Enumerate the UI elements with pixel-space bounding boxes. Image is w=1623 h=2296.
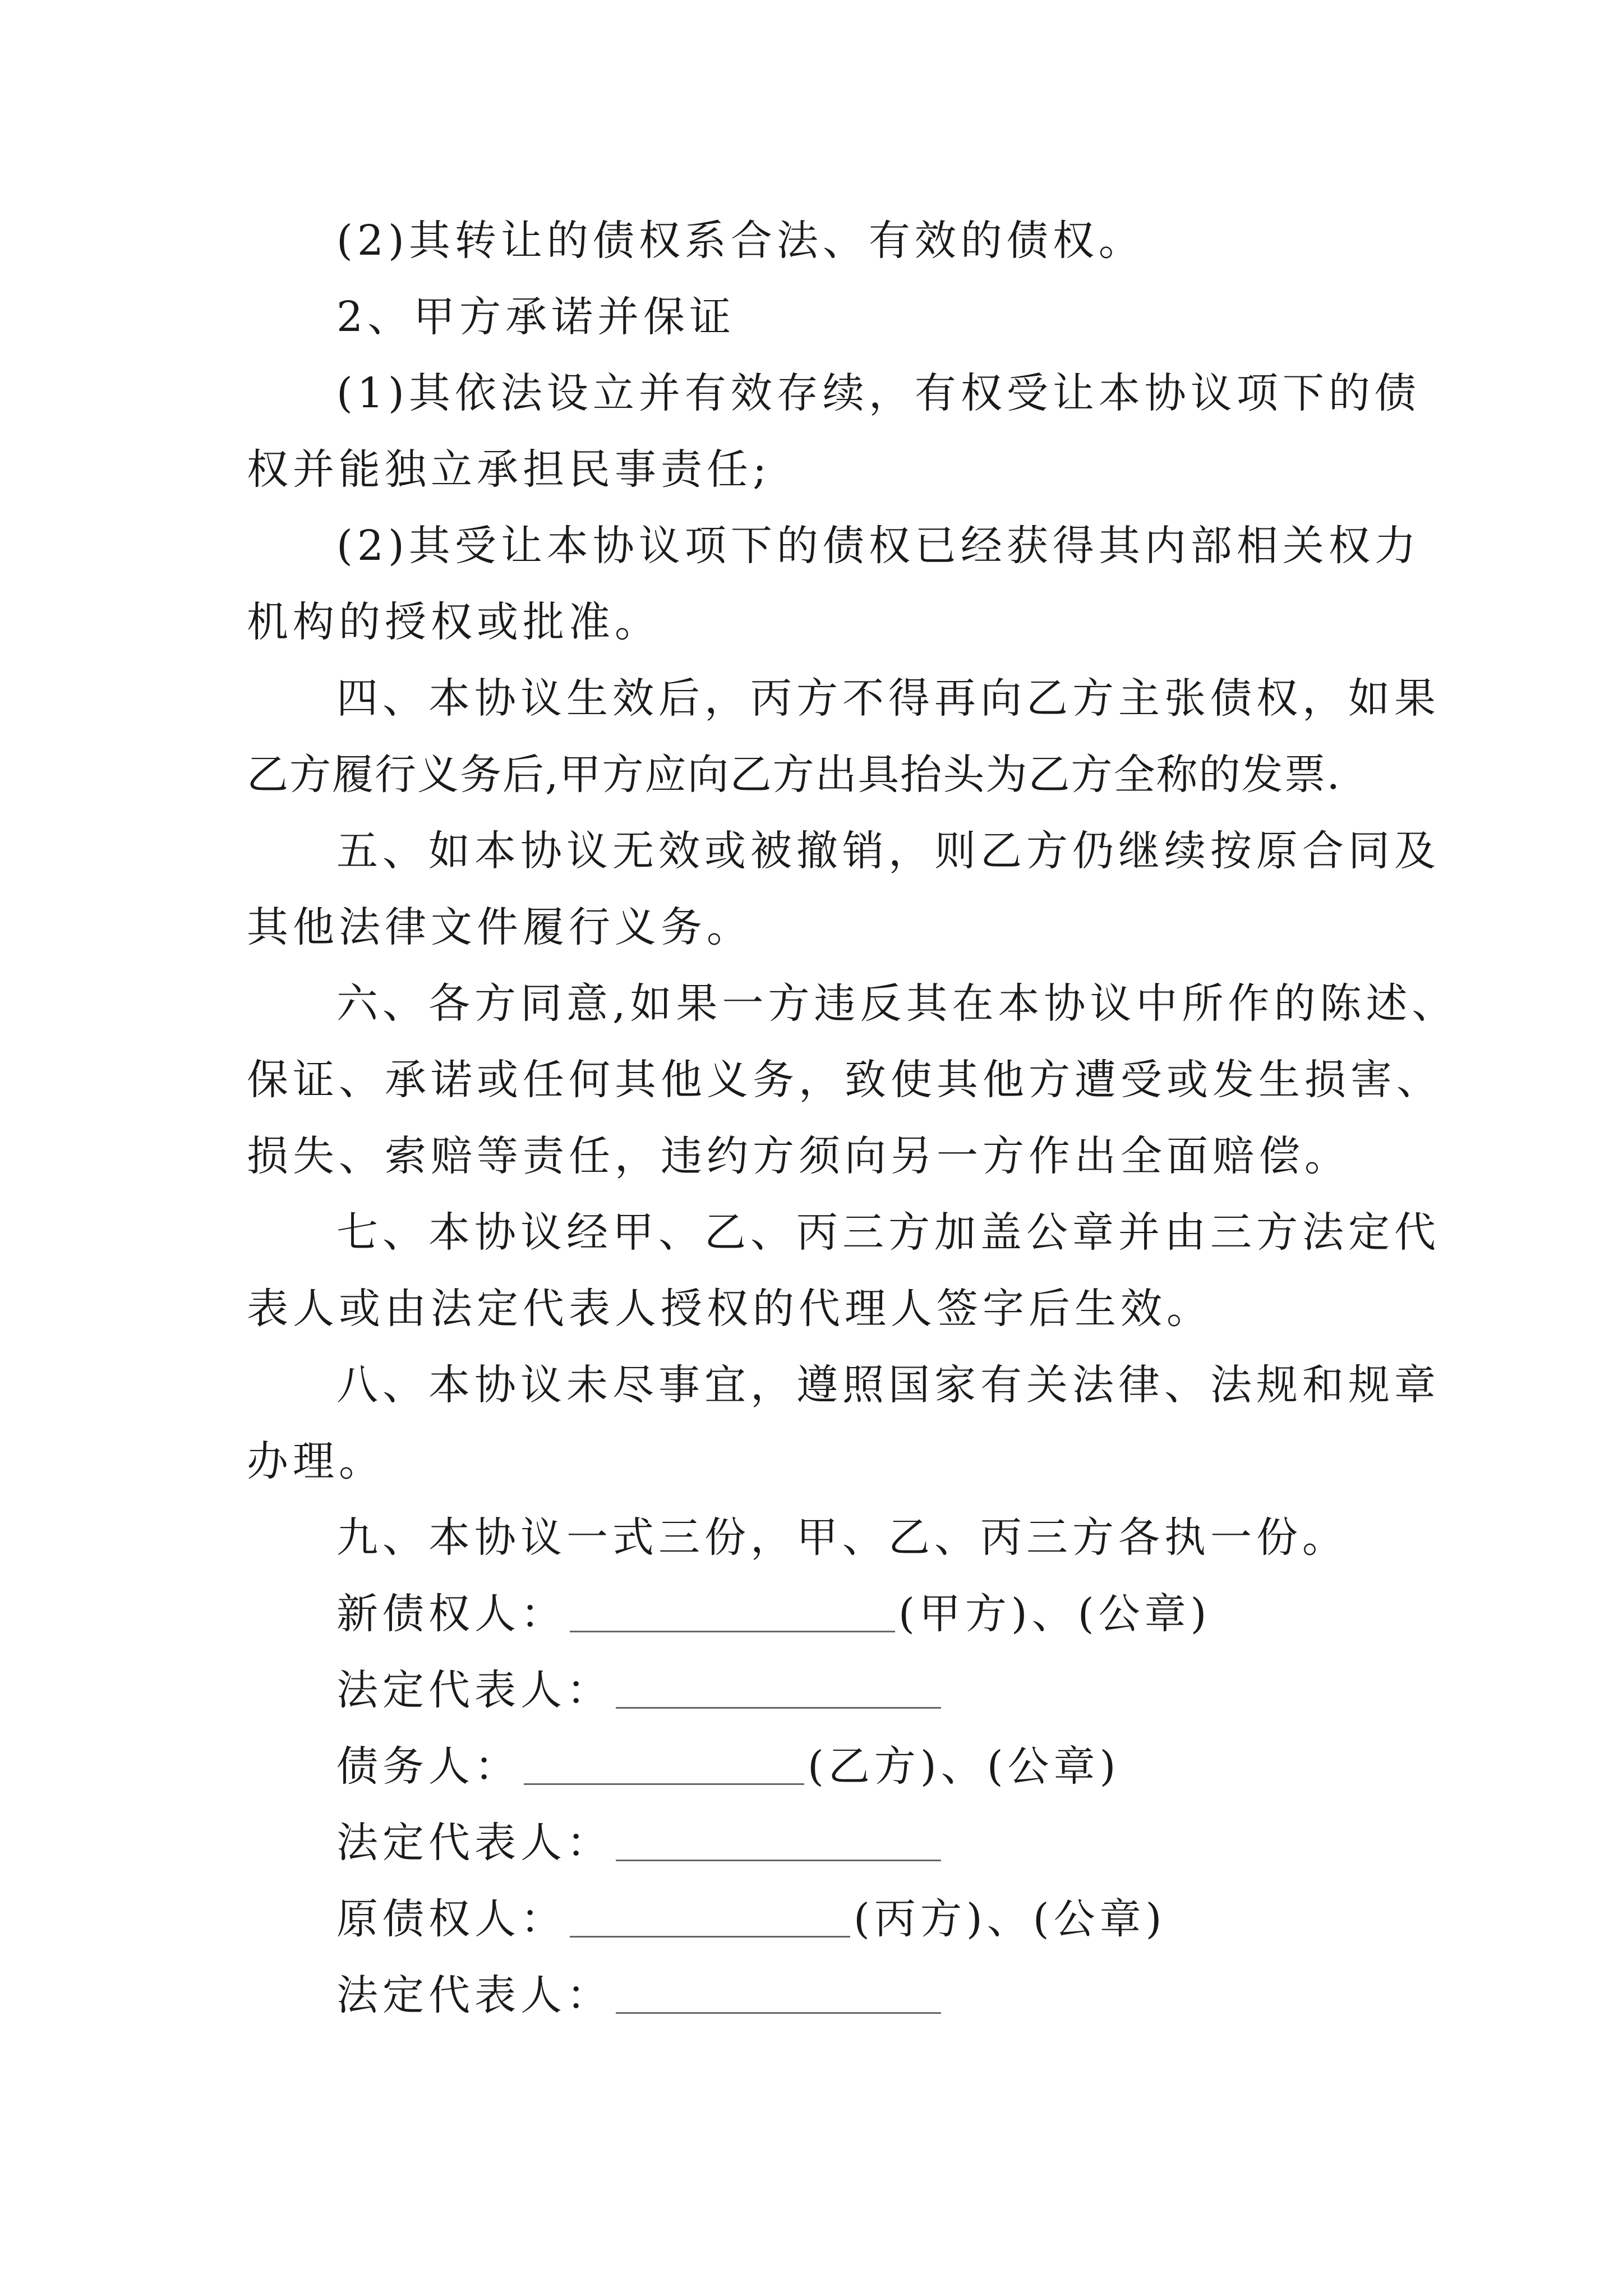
signature-blank-line [524, 1749, 804, 1785]
signature-label: 法定代表人： [336, 1666, 612, 1714]
signature-suffix: (甲方)、(公章) [898, 1590, 1211, 1638]
paragraph-9-line-1: 八、本协议未尽事宜，遵照国家有关法律、法规和规章 [336, 1361, 1440, 1409]
signature-blank-line [570, 1901, 850, 1938]
signature-blank-line [616, 1825, 941, 1861]
signature-label: 债务人： [336, 1742, 520, 1791]
paragraph-4-line-2: 机构的授权或批准。 [247, 598, 661, 646]
paragraph-9-line-2: 办理。 [247, 1437, 385, 1485]
signature-new-creditor [336, 1590, 1211, 1638]
paragraph-8-line-2: 表人或由法定代表人授权的代理人签字后生效。 [247, 1285, 1212, 1333]
paragraph-5-line-1: 四、本协议生效后，丙方不得再向乙方主张债权，如果 [336, 674, 1440, 723]
signature-suffix: (丙方)、(公章) [854, 1895, 1166, 1943]
signature-blank-line [616, 1672, 941, 1709]
paragraph-1-line-1: (2)其转让的债权系合法、有效的债权。 [336, 217, 1145, 265]
paragraph-2-line-1: 2、甲方承诺并保证 [336, 293, 736, 341]
paragraph-7-line-2: 保证、承诺或任何其他义务，致使其他方遭受或发生损害、 [247, 1056, 1442, 1104]
signature-label: 原债权人： [336, 1895, 566, 1943]
paragraph-3-line-2: 权并能独立承担民事责任; [247, 445, 771, 494]
signature-original-creditor [336, 1895, 1166, 1943]
paragraph-7-line-3: 损失、索赔等责任，违约方须向另一方作出全面赔偿。 [247, 1132, 1350, 1180]
signature-label: 新债权人： [336, 1590, 566, 1638]
signature-blank-line [616, 1977, 941, 2014]
signature-label: 法定代表人： [336, 1819, 612, 1867]
signature-legal-rep-3 [336, 1971, 944, 2019]
paragraph-6-line-1: 五、如本协议无效或被撤销，则乙方仍继续按原合同及 [336, 827, 1440, 875]
paragraph-7-line-1: 六、各方同意,如果一方违反其在本协议中所作的陈述、 [336, 979, 1458, 1028]
signature-legal-rep-2 [336, 1819, 944, 1867]
paragraph-3-line-1: (1)其依法设立并有效存续，有权受让本协议项下的债 [336, 369, 1421, 417]
signature-debtor [336, 1742, 1121, 1791]
paragraph-8-line-1: 七、本协议经甲、乙、丙三方加盖公章并由三方法定代 [336, 1208, 1440, 1257]
paragraph-4-line-1: (2)其受让本协议项下的债权已经获得其内部相关权力 [336, 522, 1421, 570]
signature-label: 法定代表人： [336, 1971, 612, 2019]
paragraph-5-line-2: 乙方履行义务后,甲方应向乙方出具抬头为乙方全称的发票. [247, 751, 1341, 799]
paragraph-6-line-2: 其他法律文件履行义务。 [247, 903, 753, 951]
signature-suffix: (乙方)、(公章) [808, 1742, 1121, 1791]
paragraph-10-line-1: 九、本协议一式三份，甲、乙、丙三方各执一份。 [336, 1513, 1348, 1562]
signature-blank-line [570, 1596, 895, 1632]
signature-legal-rep-1 [336, 1666, 944, 1714]
